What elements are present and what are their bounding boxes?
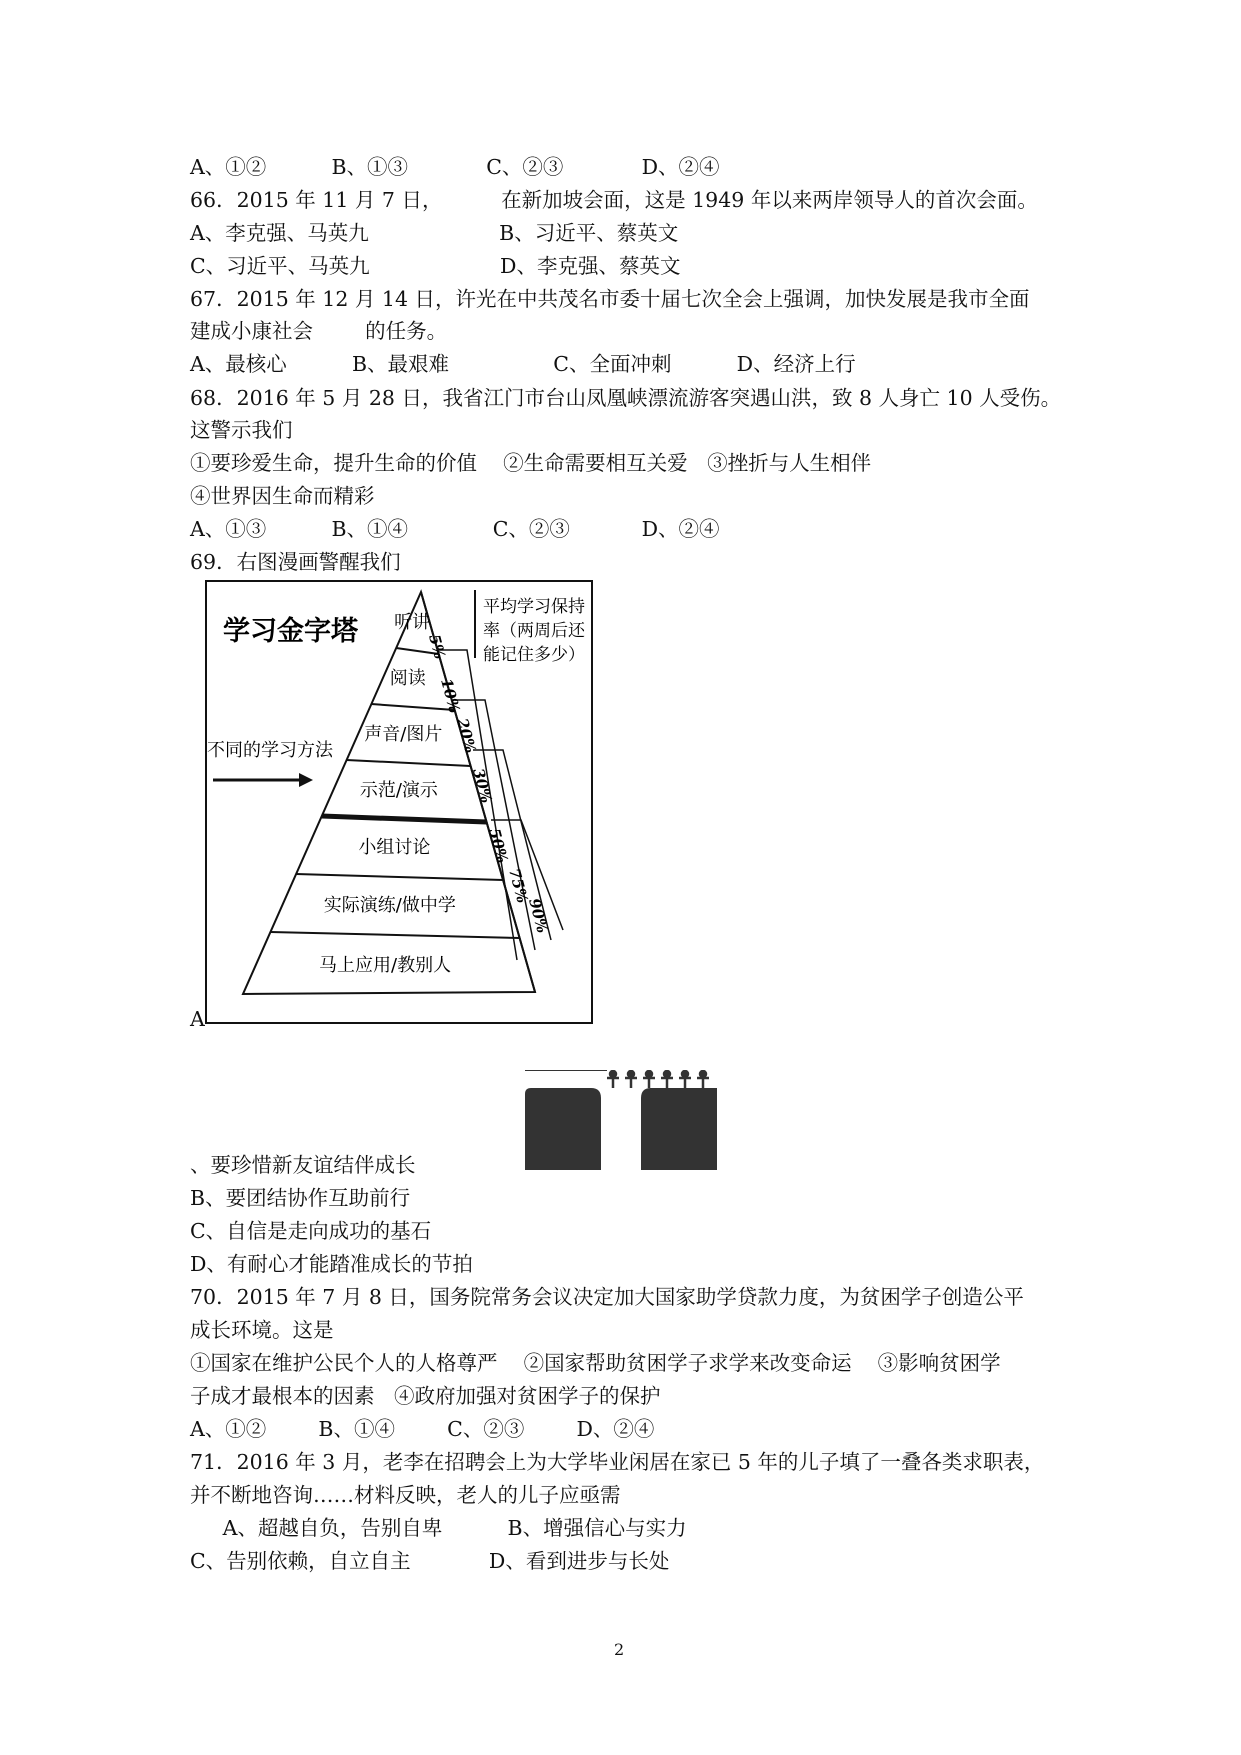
pyramid-layer-label: 实际演练/做中学 — [323, 895, 456, 916]
q70-items-line2: 子成才最根本的因素 ④政府加强对贫困学子的保护 — [190, 1384, 661, 1408]
retention-rate-label: 30% — [469, 766, 496, 805]
side-note-1: 平均学习保持 — [483, 597, 585, 617]
q69-stray-a: A — [190, 1007, 205, 1031]
q68-items-line2: ④世界因生命而精彩 — [190, 484, 375, 508]
arrow-label: 不同的学习方法 — [207, 740, 333, 761]
q70-items-line1: ①国家在维护公民个人的人格尊严 ②国家帮助贫困学子求学来改变命运 ③影响贫困学 — [190, 1351, 1001, 1375]
retention-rate-label: 90% — [525, 896, 552, 935]
q69-option-a: 、要珍惜新友谊结伴成长 — [190, 1153, 416, 1177]
q67-stem-line1: 67．2015 年 12 月 14 日，许光在中共茂名市委十届七次全会上强调，加快发展是我市全面 — [190, 287, 1030, 311]
retention-rate-label: 75% — [505, 866, 532, 905]
q71-options-cd: C、告别依赖，自立自主 D、看到进步与长处 — [190, 1549, 670, 1573]
page-number: 2 — [614, 1640, 625, 1659]
q69-stem: 69．右图漫画警醒我们 — [190, 550, 401, 574]
pyramid-layer-label: 听讲 — [394, 612, 431, 633]
q69-option-c: C、自信是走向成功的基石 — [190, 1219, 432, 1243]
retention-rate-label: 50% — [485, 826, 512, 865]
retention-rate-label: 10% — [437, 676, 464, 715]
q66-options-cd: C、习近平、马英九 D、李克强、蔡英文 — [190, 254, 681, 278]
retention-rate-label: 5% — [425, 632, 449, 661]
pyramid-layer-label: 小组讨论 — [358, 837, 431, 858]
pyramid-layer-label: 声音/图片 — [364, 724, 443, 745]
q70-stem-line1: 70．2015 年 7 月 8 日，国务院常务会议决定加大国家助学贷款力度，为贫困学子创造公平 — [190, 1285, 1024, 1309]
q68-stem-line2: 这警示我们 — [190, 418, 293, 442]
pyramid-layer-label: 阅读 — [389, 668, 426, 689]
q69-option-b: B、要团结协作互助前行 — [190, 1186, 411, 1210]
side-note-3: 能记住多少） — [483, 645, 585, 665]
q71-stem-line2: 并不断地咨询……材料反映，老人的儿子应亟需 — [190, 1483, 621, 1507]
q67-stem-line2: 建成小康社会 的任务。 — [190, 319, 448, 343]
q68-options: A、①③ B、①④ C、②③ D、②④ — [190, 517, 720, 541]
q66-options-ab: A、李克强、马英九 B、习近平、蔡英文 — [190, 221, 679, 245]
q65-options: A、①② B、①③ C、②③ D、②④ — [190, 155, 720, 179]
learning-pyramid-figure — [205, 580, 593, 1024]
pyramid-title: 学习金字塔 — [223, 616, 358, 647]
q66-stem: 66．2015 年 11 月 7 日， 在新加坡会面，这是 1949 年以来两岸领导人的首次会面。 — [190, 188, 1038, 212]
pyramid-layer-label: 示范/演示 — [359, 780, 438, 801]
pyramid-layer-label: 马上应用/教别人 — [319, 955, 452, 976]
side-note-2: 率（两周后还 — [483, 621, 585, 641]
q71-options-ab: A、超越自负，告别自卑 B、增强信心与实力 — [190, 1516, 687, 1540]
q68-items-line1: ①要珍爱生命，提升生命的价值 ②生命需要相互关爱 ③挫折与人生相伴 — [190, 451, 872, 475]
cartoon-figure — [525, 1070, 725, 1180]
q69-option-d: D、有耐心才能踏准成长的节拍 — [190, 1252, 473, 1276]
q70-stem-line2: 成长环境。这是 — [190, 1318, 334, 1342]
q68-stem-line1: 68．2016 年 5 月 28 日，我省江门市台山凤凰峡漂流游客突遇山洪，致 8 人身亡 10 人受伤。 — [190, 386, 1062, 410]
q67-options: A、最核心 B、最艰难 C、全面冲刺 D、经济上行 — [190, 352, 856, 376]
q70-options: A、①② B、①④ C、②③ D、②④ — [190, 1417, 655, 1441]
retention-rate-label: 20% — [453, 716, 480, 755]
q71-stem-line1: 71．2016 年 3 月，老李在招聘会上为大学毕业闲居在家已 5 年的儿子填了一叠各类求职表， — [190, 1450, 1045, 1474]
